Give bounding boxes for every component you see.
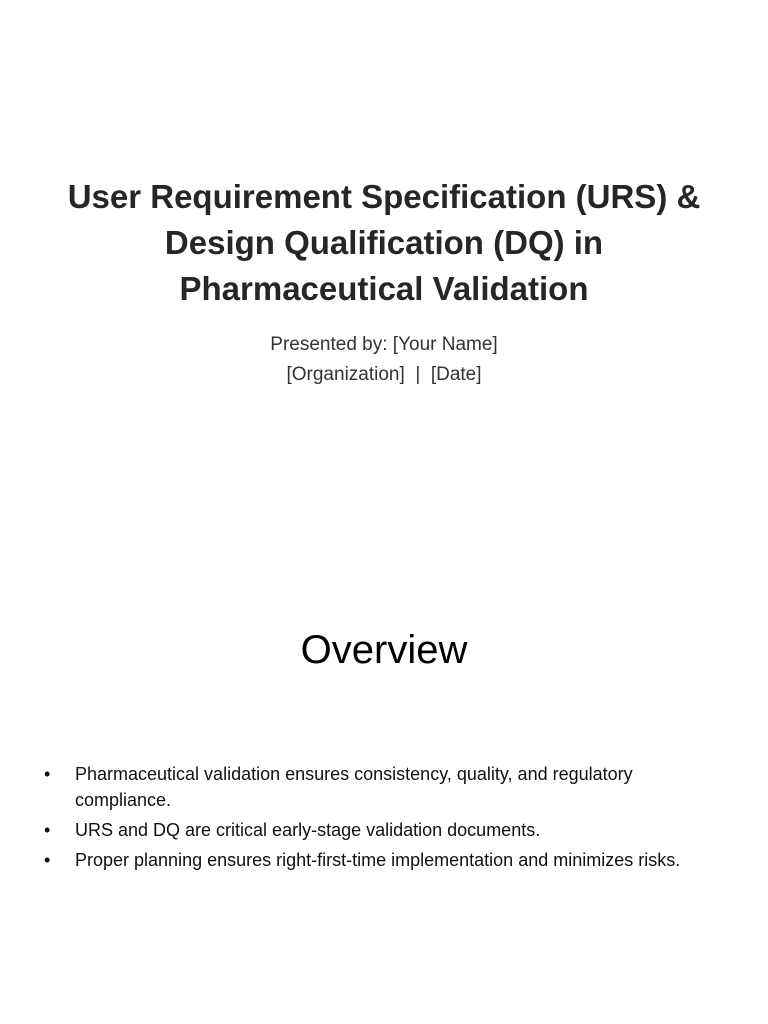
title-line: Design Qualification (DQ) in — [164, 224, 604, 261]
title-line: Pharmaceutical Validation — [179, 270, 589, 307]
overview-slide — [0, 512, 768, 1024]
bullet-item — [44, 761, 704, 813]
organization-date-text: [Organization] | [Date] — [286, 364, 482, 385]
bullet-list — [44, 761, 704, 877]
bullet-item — [44, 817, 704, 843]
bullet-text: Proper planning ensures right-first-time implementation and minimizes risks. — [75, 850, 681, 870]
presented-by-text: Presented by: [Your Name] — [270, 334, 498, 355]
title-line: User Requirement Specification (URS) & — [67, 178, 701, 215]
overview-heading: Overview — [300, 628, 468, 672]
presenter-info — [40, 330, 728, 390]
bullet-item — [44, 847, 704, 873]
bullet-dot-icon: • — [44, 850, 51, 870]
bullet-dot-icon: • — [44, 764, 51, 784]
presentation-title — [40, 174, 728, 312]
bullet-dot-icon: • — [44, 820, 51, 840]
bullet-text: URS and DQ are critical early-stage validation documents. — [75, 820, 541, 840]
bullet-text: Pharmaceutical validation ensures consistency, quality, and regulatory compliance. — [75, 764, 633, 810]
